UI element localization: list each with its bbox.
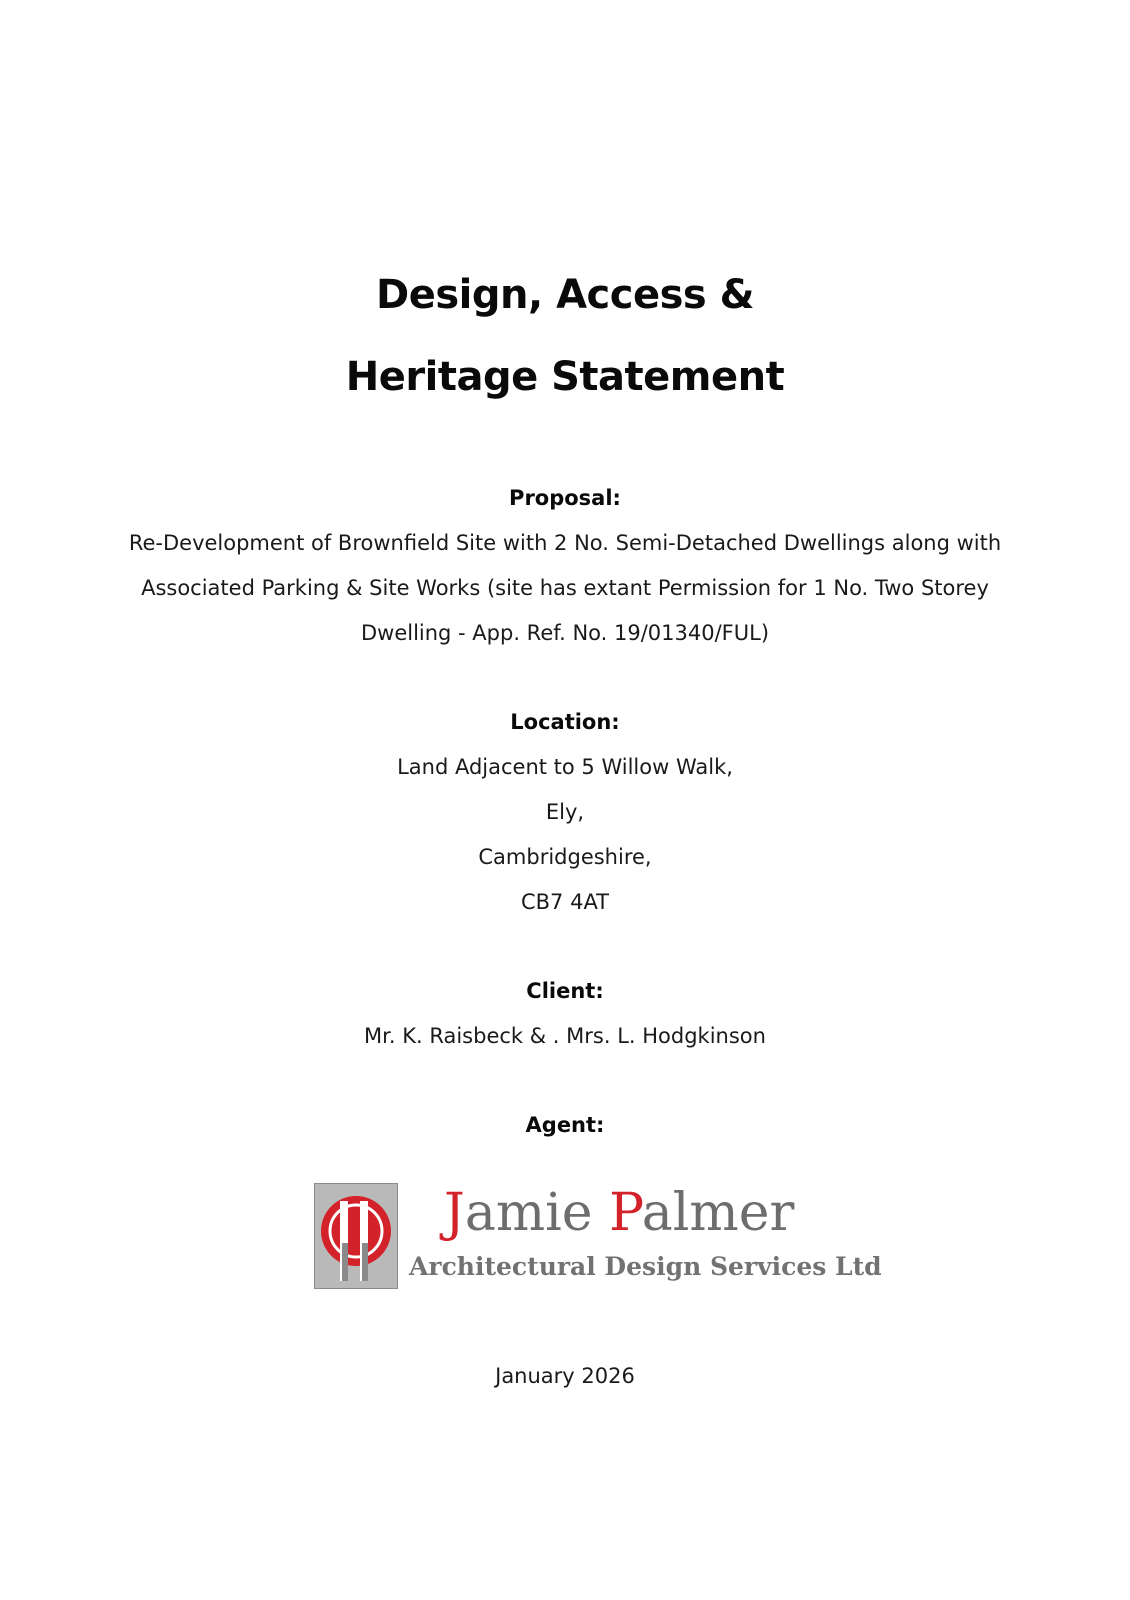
- location-line: CB7 4AT: [520, 890, 610, 914]
- proposal-line: Re-Development of Brownfield Site with 2 No. Semi-Detached Dwellings along with: [128, 531, 1002, 555]
- logo-company-name: Jamie Palmer: [444, 1183, 795, 1243]
- client-heading: Client:: [526, 979, 604, 1003]
- document-title-line-2: Heritage Statement: [345, 354, 785, 400]
- document-date: January 2026: [495, 1364, 635, 1388]
- client-name: Mr. K. Raisbeck & . Mrs. L. Hodgkinson: [364, 1024, 766, 1048]
- jp-monogram-icon: [314, 1183, 398, 1289]
- location-line: Cambridgeshire,: [478, 845, 652, 869]
- location-line: Land Adjacent to 5 Willow Walk,: [397, 755, 733, 779]
- location-line: Ely,: [545, 800, 585, 824]
- proposal-line: Associated Parking & Site Works (site has extant Permission for 1 No. Two Storey: [141, 576, 989, 600]
- logo-subtitle: Architectural Design Services Ltd: [409, 1252, 882, 1281]
- proposal-line: Dwelling - App. Ref. No. 19/01340/FUL): [360, 621, 770, 645]
- location-heading: Location:: [510, 710, 620, 734]
- proposal-heading: Proposal:: [509, 486, 621, 510]
- agent-heading: Agent:: [525, 1113, 605, 1137]
- document-title-line-1: Design, Access &: [375, 272, 754, 318]
- agent-logo: [311, 1179, 882, 1307]
